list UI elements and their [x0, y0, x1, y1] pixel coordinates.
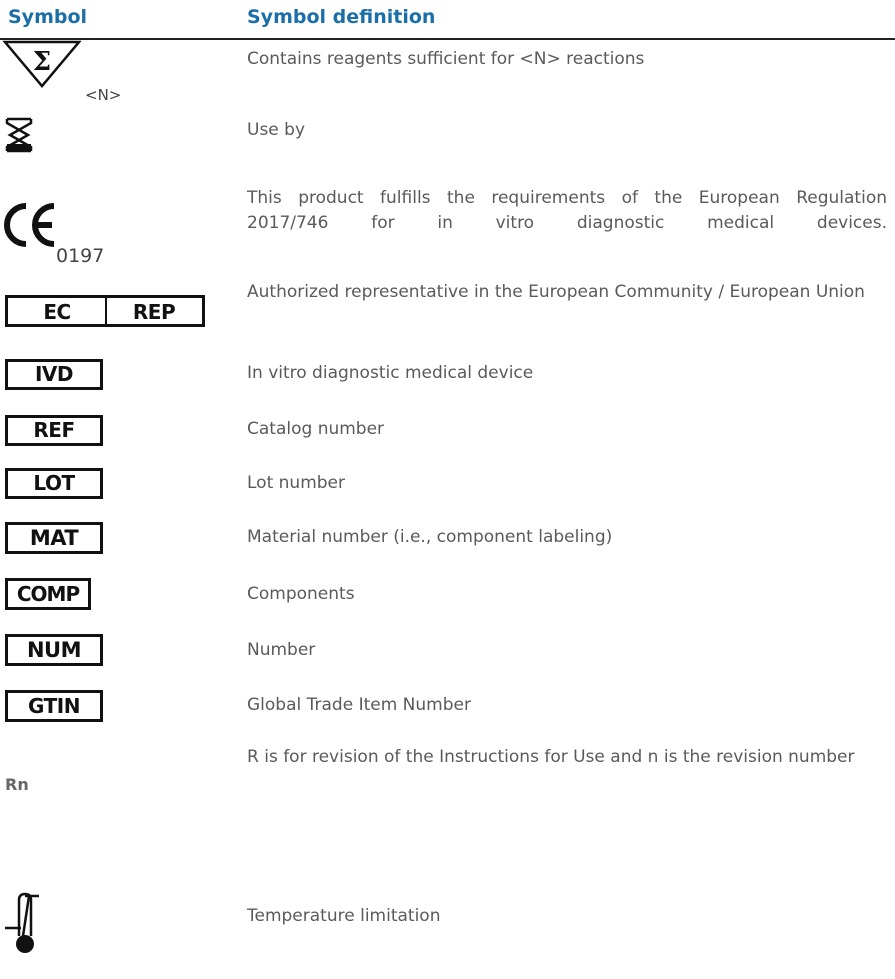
table-row [0, 625, 895, 670]
table-row [0, 280, 895, 340]
table-row [0, 680, 895, 725]
table-row [0, 185, 895, 265]
table-row [0, 515, 895, 560]
definition-line: This product fulfills the requirements of the European Regulation [247, 188, 887, 208]
ivd-box: IVD [5, 359, 103, 390]
hourglass-icon [0, 115, 240, 160]
ce-mark-icon [0, 185, 240, 265]
gtin-box: GTIN [5, 690, 103, 722]
symbol-definition: In vitro diagnostic medical device [247, 363, 534, 383]
comp-box: COMP [5, 578, 91, 610]
mat-symbol [0, 515, 240, 560]
lot-symbol [0, 460, 240, 505]
rn-text: Rn [5, 775, 29, 794]
table-row [0, 460, 895, 505]
table-row [0, 745, 895, 820]
ref-symbol [0, 405, 240, 450]
definition-column-header: Symbol definition [247, 6, 436, 28]
symbol-definition: Temperature limitation [247, 906, 441, 926]
ivd-symbol [0, 350, 240, 395]
ec-rep-right-text: REP [132, 300, 176, 324]
sigma-n-label: <N> [85, 86, 122, 104]
symbol-definition: Global Trade Item Number [247, 695, 471, 715]
ref-box: REF [5, 415, 103, 446]
gtin-symbol [0, 680, 240, 725]
num-box: NUM [5, 634, 103, 666]
table-row [0, 115, 895, 160]
comp-symbol [0, 570, 240, 615]
ec-rep-left-text: EC [43, 300, 71, 324]
num-symbol [0, 625, 240, 670]
table-row [0, 405, 895, 450]
table-row [0, 40, 895, 102]
ec-rep-box [5, 295, 205, 327]
symbol-definition: Components [247, 584, 355, 604]
symbol-definition: Contains reagents sufficient for <N> reactions [247, 49, 645, 69]
symbol-definition [247, 186, 887, 236]
mat-box: MAT [5, 522, 103, 554]
symbol-definition: Use by [247, 120, 306, 140]
thermometer-icon [0, 890, 240, 975]
symbol-definition: Material number (i.e., component labeling) [247, 527, 613, 547]
ce-notified-body-number: 0197 [56, 245, 105, 267]
symbol-column-header: Symbol [8, 6, 88, 28]
lot-box: LOT [5, 468, 103, 499]
symbol-definition: R is for revision of the Instructions for Use and n is the revision number [247, 747, 855, 767]
table-row [0, 570, 895, 615]
ec-rep-icon [0, 280, 240, 340]
symbol-definition: Lot number [247, 473, 345, 493]
sigma-symbol-text: Σ [32, 47, 52, 77]
table-header [0, 0, 895, 40]
sigma-icon [0, 40, 240, 102]
definition-line: 2017/746 for in vitro diagnostic medical devices. [247, 213, 887, 233]
symbol-definition: Number [247, 640, 316, 660]
symbol-definition: Catalog number [247, 419, 385, 439]
table-row [0, 350, 895, 395]
symbol-definition: Authorized representative in the European Community / European Union [247, 282, 865, 302]
table-row [0, 890, 895, 975]
rn-symbol [0, 745, 240, 820]
